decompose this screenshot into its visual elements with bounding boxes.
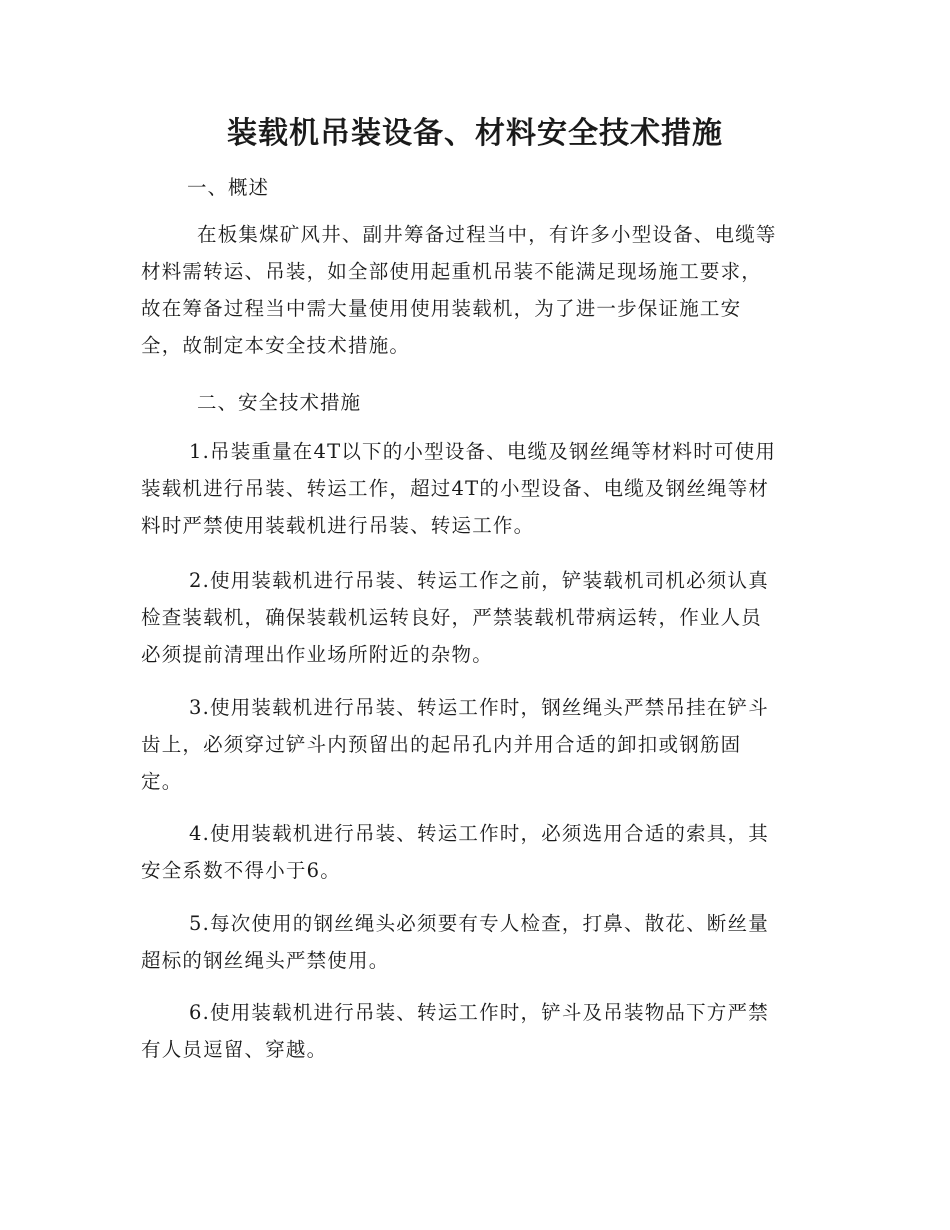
- paragraph-line: 超标的钢丝绳头严禁使用。: [141, 949, 390, 972]
- measure-item-1: [141, 433, 811, 544]
- paragraph-line: 故在筹备过程当中需大量使用使用装载机，为了进一步保证施工安: [141, 297, 742, 320]
- measure-item-3: [141, 689, 811, 800]
- overview-paragraph: [141, 216, 811, 364]
- paragraph-line: 料时严禁使用装载机进行吊装、转运工作。: [141, 514, 535, 537]
- paragraph-line: 必须提前清理出作业场所附近的杂物。: [141, 643, 493, 666]
- measure-item-2: [141, 562, 811, 673]
- paragraph-line: 有人员逗留、穿越。: [141, 1038, 328, 1061]
- measure-item-5: [141, 905, 811, 979]
- paragraph-line: 5.每次使用的钢丝绳头必须要有专人检查，打鼻、散花、断丝量: [189, 912, 769, 935]
- paragraph-line: 3.使用装载机进行吊装、转运工作时，钢丝绳头严禁吊挂在铲斗: [189, 696, 769, 719]
- paragraph-line: 安全系数不得小于6。: [141, 859, 341, 882]
- measure-item-4: [141, 815, 811, 889]
- section-heading-measures: 二、安全技术措施: [197, 391, 362, 414]
- measure-item-6: [141, 994, 811, 1068]
- paragraph-line: 6.使用装载机进行吊装、转运工作时，铲斗及吊装物品下方严禁: [189, 1001, 769, 1024]
- paragraph-line: 检查装载机，确保装载机运转良好，严禁装载机带病运转，作业人员: [141, 606, 763, 629]
- paragraph-line: 全，故制定本安全技术措施。: [141, 334, 411, 357]
- paragraph-line: 齿上，必须穿过铲斗内预留出的起吊孔内并用合适的卸扣或钢筋固: [141, 733, 742, 756]
- paragraph-line: 定。: [141, 770, 183, 793]
- paragraph-line: 2.使用装载机进行吊装、转运工作之前，铲装载机司机必须认真: [189, 569, 769, 592]
- paragraph-line: 4.使用装载机进行吊装、转运工作时，必须选用合适的索具，其: [189, 822, 769, 845]
- paragraph-line: 1.吊装重量在4T以下的小型设备、电缆及钢丝绳等材料时可使用: [189, 440, 777, 463]
- paragraph-line: 在板集煤矿风井、副井筹备过程当中，有许多小型设备、电缆等: [197, 223, 777, 246]
- section-heading-overview: 一、概述: [187, 176, 270, 199]
- document-title: 装载机吊装设备、材料安全技术措施: [227, 116, 723, 151]
- paragraph-line: 材料需转运、吊装，如全部使用起重机吊装不能满足现场施工要求，: [141, 260, 763, 283]
- paragraph-line: 装载机进行吊装、转运工作，超过4T的小型设备、电缆及钢丝绳等材: [141, 477, 770, 500]
